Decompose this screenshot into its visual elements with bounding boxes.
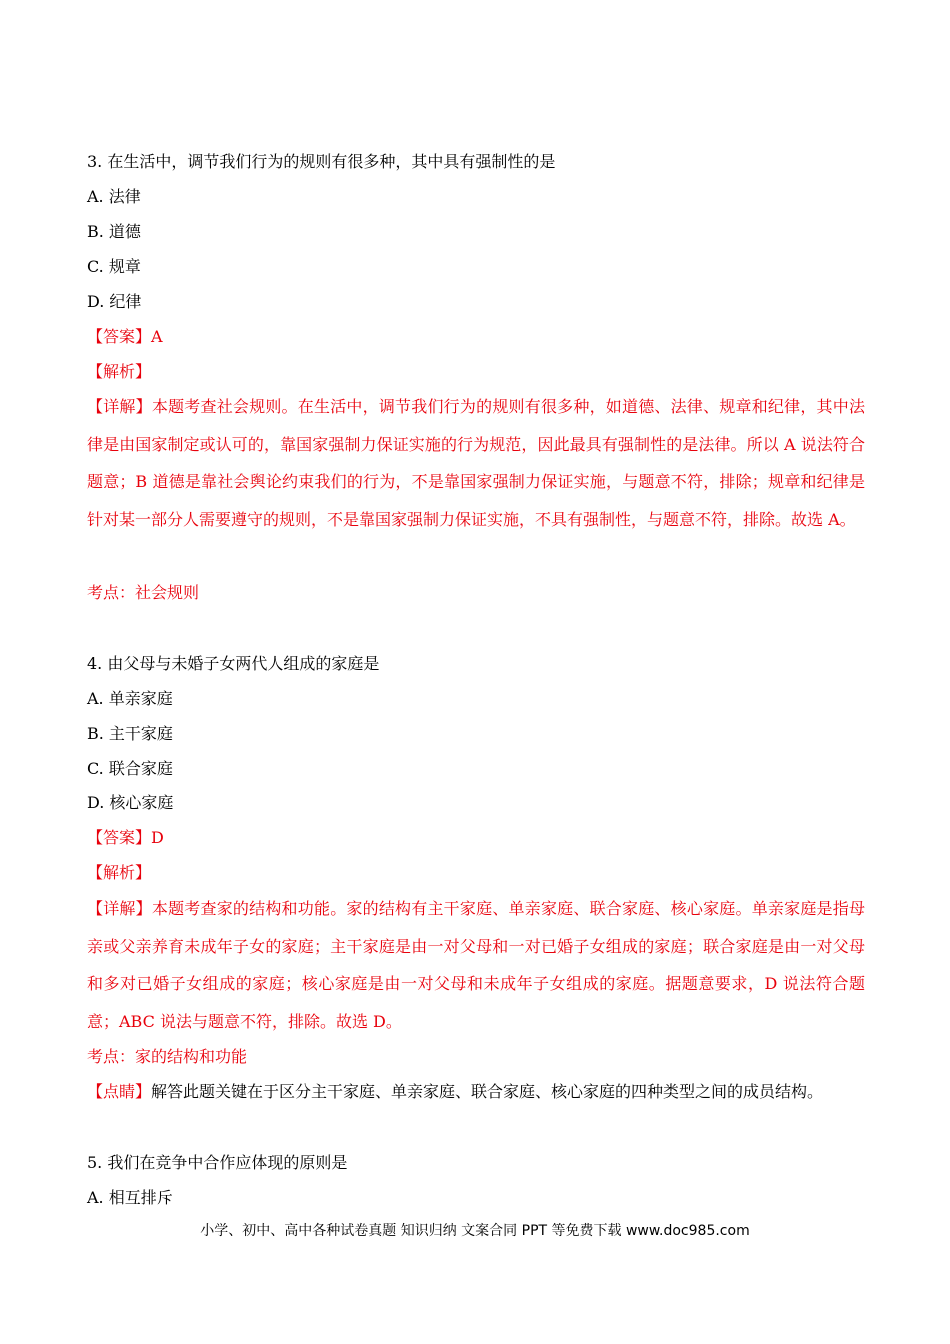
- question-3-detail: [87, 388, 865, 538]
- question-3-point: 考点：社会规则: [87, 583, 200, 602]
- answer-label: 【答案】: [87, 828, 152, 847]
- page-footer: 小学、初中、高中各种试卷真题 知识归纳 文案合同 PPT 等免费下载 www.doc985.com: [200, 1223, 750, 1239]
- question-4-option-d: D. 核心家庭: [87, 793, 174, 812]
- detail-text: 本题考查家的结构和功能。家的结构有主干家庭、单亲家庭、联合家庭、核心家庭。单亲家庭是指母亲或父亲养育未成年子女的家庭；主干家庭是由一对父母和一对已婚子女组成的家庭；联合家庭是由一对父母和多对已婚子女组成的家庭；核心家庭是由一对父母和未成年子女组成的家庭。据题意要求，D 说法符合题意；ABC 说法与题意不符，排除。故选 D。: [87, 899, 865, 1031]
- question-5-stem: 5. 我们在竞争中合作应体现的原则是: [87, 1153, 348, 1172]
- question-4-option-c: C. 联合家庭: [87, 759, 173, 778]
- question-3-option-b: B. 道德: [87, 222, 141, 241]
- answer-label: 【答案】: [87, 327, 152, 346]
- question-3-option-a: A. 法律: [87, 187, 141, 206]
- question-4-option-a: A. 单亲家庭: [87, 689, 173, 708]
- question-4-answer: [87, 828, 164, 848]
- question-3-answer: [87, 327, 163, 347]
- detail-label: 【详解】: [87, 397, 152, 416]
- detail-label: 【详解】: [87, 899, 152, 918]
- tip-label: 【点睛】: [87, 1082, 152, 1101]
- question-4-option-b: B. 主干家庭: [87, 724, 173, 743]
- question-4-analysis-label: 【解析】: [87, 863, 152, 882]
- question-4-stem: 4. 由父母与未婚子女两代人组成的家庭是: [87, 654, 380, 673]
- answer-value: D: [151, 828, 164, 847]
- detail-text: 本题考查社会规则。在生活中，调节我们行为的规则有很多种，如道德、法律、规章和纪律，其中法律是由国家制定或认可的，靠国家强制力保证实施的行为规范，因此最具有强制性的是法律。所以 A 说法符合题意；B 道德是靠社会舆论约束我们的行为，不是靠国家强制力保证实施，与题意不符，排除；规章和纪律是针对某一部分人需要遵守的规则，不是靠国家强制力保证实施，不具有强制性，与题意不符，排除。故选 A。: [87, 397, 865, 529]
- question-4-detail: [87, 890, 865, 1040]
- question-3-option-d: D. 纪律: [87, 292, 142, 311]
- question-3-option-c: C. 规章: [87, 257, 141, 276]
- question-4-tip: [87, 1082, 823, 1102]
- question-3-analysis-label: 【解析】: [87, 362, 152, 381]
- answer-value: A: [151, 327, 163, 346]
- tip-text: 解答此题关键在于区分主干家庭、单亲家庭、联合家庭、核心家庭的四种类型之间的成员结构。: [151, 1082, 824, 1101]
- question-5-option-a: A. 相互排斥: [87, 1188, 173, 1207]
- question-3-stem: 3. 在生活中，调节我们行为的规则有很多种，其中具有强制性的是: [87, 152, 556, 171]
- question-4-point: 考点：家的结构和功能: [87, 1047, 248, 1066]
